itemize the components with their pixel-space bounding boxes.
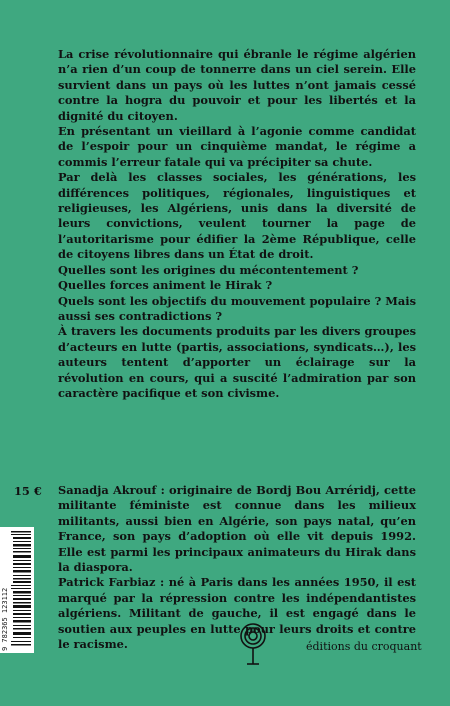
- blurb-question: Quelles sont les origines du mécontentement ?: [58, 262, 359, 277]
- tree-logo-icon: [238, 622, 268, 670]
- isbn-number: 9 782365 123112: [1, 587, 9, 651]
- blurb-paragraph: La crise révolutionnaire qui ébranle le régime algérien n’a rien d’un coup de tonnerre dans un ciel serein. Elle survient dans un pays où les luttes n’ont jamais cessé contre la hogra du pouvoir et pour les libertés et la dignité du citoyen.: [58, 47, 416, 123]
- publisher-name: éditions du croquant: [306, 640, 422, 653]
- blurb-paragraph: Par delà les classes sociales, les générations, les différences politiques, régionales, linguistiques et religieuses, les Algériens, unis dans la diversité de leurs convictions, veulent tourner la page de l’autoritarisme pour édifier la 2ème République, celle de citoyens libres dans un État de droit.: [58, 170, 416, 262]
- price-label: 15 €: [14, 484, 42, 498]
- author-bio: Patrick Farbiaz : né à Paris dans les années 1950, il est marqué par la répression contre les indépendantistes algériens. Militant de gauche, il est engagé dans le soutien aux peuples en lutte pour leurs droits et contre le racisme.: [58, 575, 416, 652]
- blurb-question: Quels sont les objectifs du mouvement populaire ? Mais aussi ses contradictions ?: [58, 293, 416, 323]
- blurb-paragraph: En présentant un vieillard à l’agonie comme candidat de l’espoir pour un cinquième mandat, le régime a commis l’erreur fatale qui va précipiter sa chute.: [58, 124, 416, 169]
- author-bio: Sanadja Akrouf : originaire de Bordj Bou Arréridj, cette militante féministe est connue dans les milieux militants, aussi bien en Algérie, son pays natal, qu’en France, son pays d’adoption où elle vit depuis 1992. Elle est parmi les principaux animateurs du Hirak dans la diaspora.: [58, 483, 416, 575]
- author-bios: [58, 483, 416, 652]
- back-cover-blurb: [58, 47, 416, 401]
- blurb-question: Quelles forces animent le Hirak ?: [58, 278, 273, 293]
- blurb-paragraph: À travers les documents produits par les divers groupes d’acteurs en lutte (partis, associations, syndicats…), les auteurs tentent d’apporter un éclairage sur la révolution en cours, qui a suscité l’admiration par son caractère pacifique et son civisme.: [58, 324, 416, 400]
